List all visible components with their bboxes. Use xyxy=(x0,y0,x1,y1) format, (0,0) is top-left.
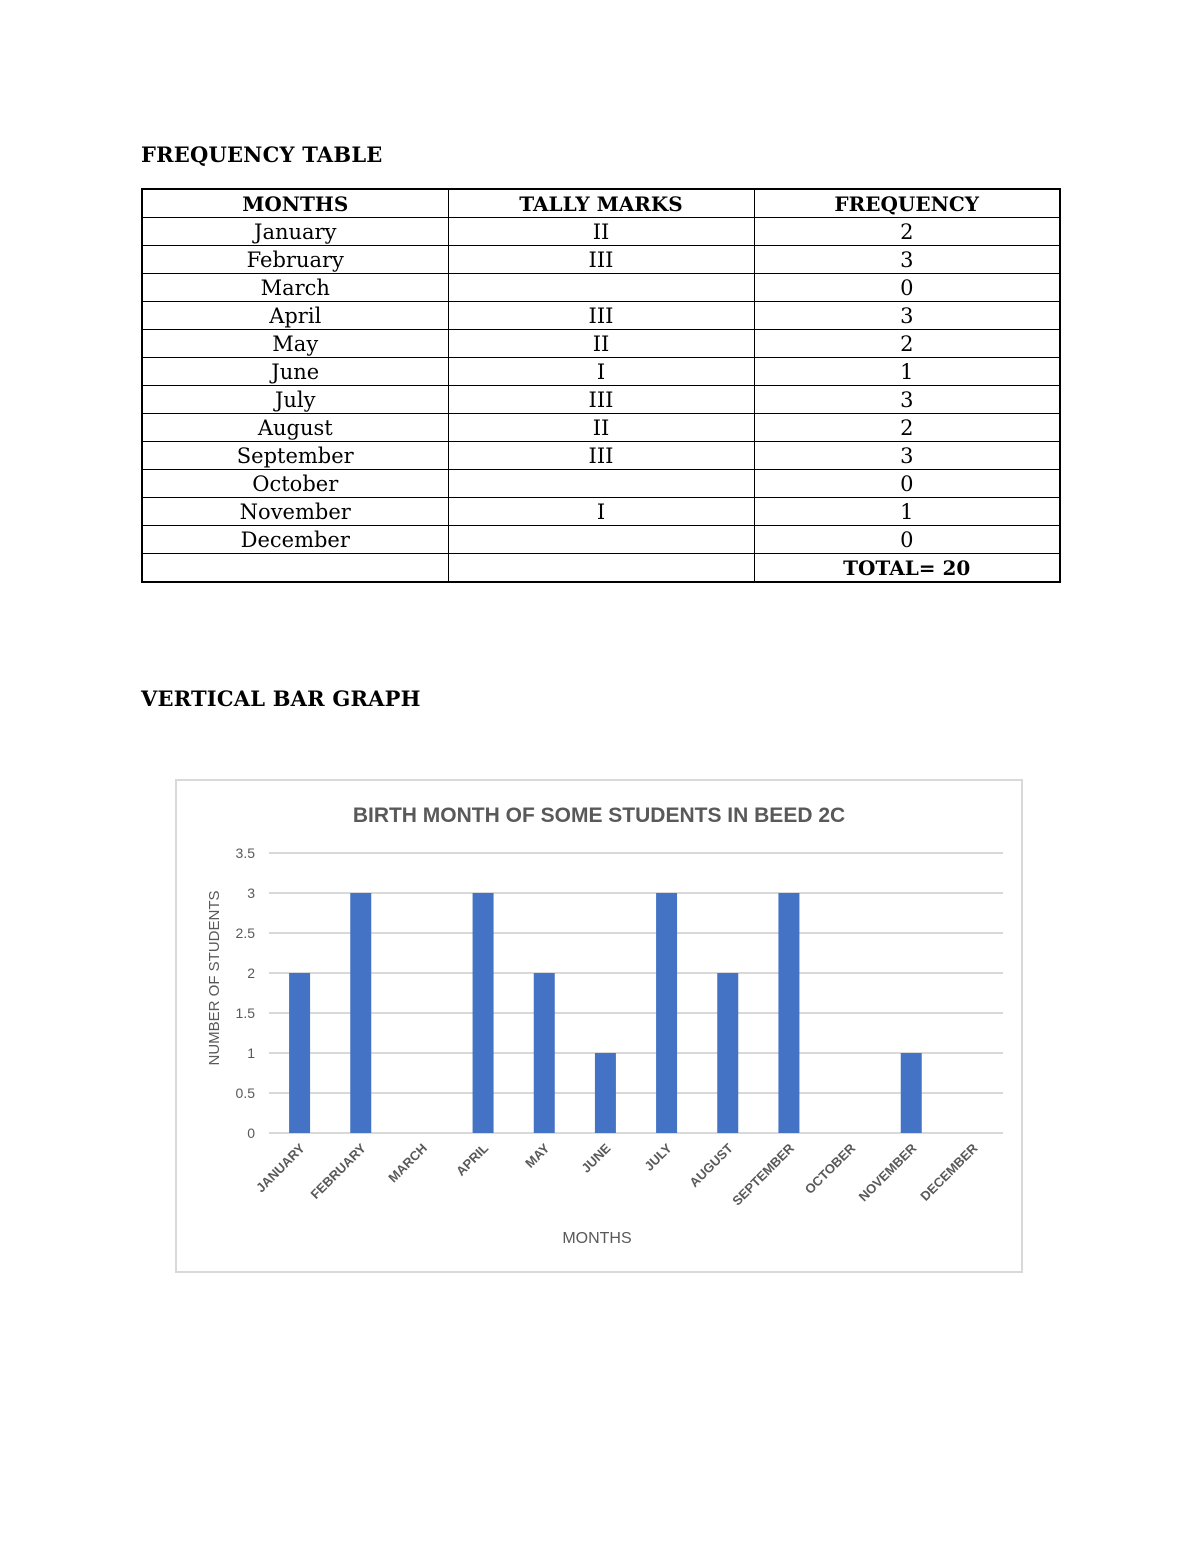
x-tick-label: SEPTEMBER xyxy=(729,1140,798,1209)
x-tick-label: FEBRUARY xyxy=(307,1140,369,1202)
table-row xyxy=(142,274,1060,302)
frequency-cell: 2 xyxy=(754,414,1060,442)
x-axis-label: MONTHS xyxy=(562,1230,632,1247)
table-row xyxy=(142,358,1060,386)
frequency-cell: 3 xyxy=(754,442,1060,470)
y-tick-label: 1 xyxy=(247,1045,255,1061)
table-row xyxy=(142,302,1060,330)
tally-cell xyxy=(448,274,754,302)
x-tick-label: OCTOBER xyxy=(801,1140,859,1197)
frequency-cell: 1 xyxy=(754,358,1060,386)
bar-chart xyxy=(177,781,1021,1271)
month-cell: February xyxy=(142,246,448,274)
bar-graph-heading: VERTICAL BAR GRAPH xyxy=(141,686,421,711)
chart-title: BIRTH MONTH OF SOME STUDENTS IN BEED 2C xyxy=(352,804,846,827)
bar-may xyxy=(534,973,555,1133)
x-tick-label: APRIL xyxy=(453,1140,492,1179)
frequency-cell: 3 xyxy=(754,246,1060,274)
bar-february xyxy=(350,893,371,1133)
empty-cell xyxy=(448,554,754,583)
table-row xyxy=(142,526,1060,554)
table-row xyxy=(142,246,1060,274)
header-frequency: FREQUENCY xyxy=(754,189,1060,218)
y-tick-label: 2.5 xyxy=(235,925,255,941)
x-tick-label: AUGUST xyxy=(686,1140,736,1190)
month-cell: September xyxy=(142,442,448,470)
table-row xyxy=(142,498,1060,526)
frequency-cell: 1 xyxy=(754,498,1060,526)
table-row xyxy=(142,330,1060,358)
bar-september xyxy=(778,893,799,1133)
table-row xyxy=(142,470,1060,498)
tally-cell: I xyxy=(448,498,754,526)
x-tick-label: NOVEMBER xyxy=(855,1140,920,1205)
empty-cell xyxy=(142,554,448,583)
month-cell: December xyxy=(142,526,448,554)
y-axis-label: NUMBER OF STUDENTS xyxy=(206,890,223,1066)
frequency-table xyxy=(141,188,1061,583)
y-tick-label: 0 xyxy=(247,1125,255,1141)
tally-cell: II xyxy=(448,414,754,442)
frequency-table-heading: FREQUENCY TABLE xyxy=(141,142,383,167)
table-row xyxy=(142,218,1060,246)
x-tick-label: MARCH xyxy=(385,1140,431,1186)
tally-cell: II xyxy=(448,330,754,358)
bar-november xyxy=(901,1053,922,1133)
x-tick-label: JULY xyxy=(641,1140,675,1174)
total-row xyxy=(142,554,1060,583)
y-tick-label: 1.5 xyxy=(235,1005,255,1021)
y-tick-label: 2 xyxy=(247,965,255,981)
month-cell: April xyxy=(142,302,448,330)
frequency-cell: 3 xyxy=(754,386,1060,414)
bar-august xyxy=(717,973,738,1133)
bar-june xyxy=(595,1053,616,1133)
frequency-cell: 0 xyxy=(754,274,1060,302)
frequency-cell: 0 xyxy=(754,526,1060,554)
y-tick-label: 0.5 xyxy=(235,1085,255,1101)
tally-cell: III xyxy=(448,246,754,274)
table-row xyxy=(142,414,1060,442)
tally-cell: II xyxy=(448,218,754,246)
tally-cell xyxy=(448,526,754,554)
bar-july xyxy=(656,893,677,1133)
tally-cell: III xyxy=(448,442,754,470)
month-cell: November xyxy=(142,498,448,526)
table-row xyxy=(142,386,1060,414)
x-tick-label: JUNE xyxy=(578,1140,614,1176)
month-cell: January xyxy=(142,218,448,246)
y-tick-label: 3 xyxy=(247,885,255,901)
bar-january xyxy=(289,973,310,1133)
x-tick-label: MAY xyxy=(522,1140,553,1171)
month-cell: October xyxy=(142,470,448,498)
frequency-cell: 0 xyxy=(754,470,1060,498)
tally-cell: III xyxy=(448,386,754,414)
table-header-row xyxy=(142,189,1060,218)
y-tick-label: 3.5 xyxy=(235,845,255,861)
tally-cell xyxy=(448,470,754,498)
frequency-cell: 2 xyxy=(754,218,1060,246)
table-row xyxy=(142,442,1060,470)
x-tick-label: JANUARY xyxy=(253,1140,308,1196)
month-cell: August xyxy=(142,414,448,442)
tally-cell: III xyxy=(448,302,754,330)
month-cell: May xyxy=(142,330,448,358)
month-cell: March xyxy=(142,274,448,302)
frequency-cell: 2 xyxy=(754,330,1060,358)
tally-cell: I xyxy=(448,358,754,386)
header-months: MONTHS xyxy=(142,189,448,218)
chart-frame xyxy=(175,779,1023,1273)
header-tally-marks: TALLY MARKS xyxy=(448,189,754,218)
month-cell: June xyxy=(142,358,448,386)
total-cell: TOTAL= 20 xyxy=(754,554,1060,583)
frequency-cell: 3 xyxy=(754,302,1060,330)
month-cell: July xyxy=(142,386,448,414)
x-tick-label: DECEMBER xyxy=(917,1140,981,1204)
bar-april xyxy=(473,893,494,1133)
